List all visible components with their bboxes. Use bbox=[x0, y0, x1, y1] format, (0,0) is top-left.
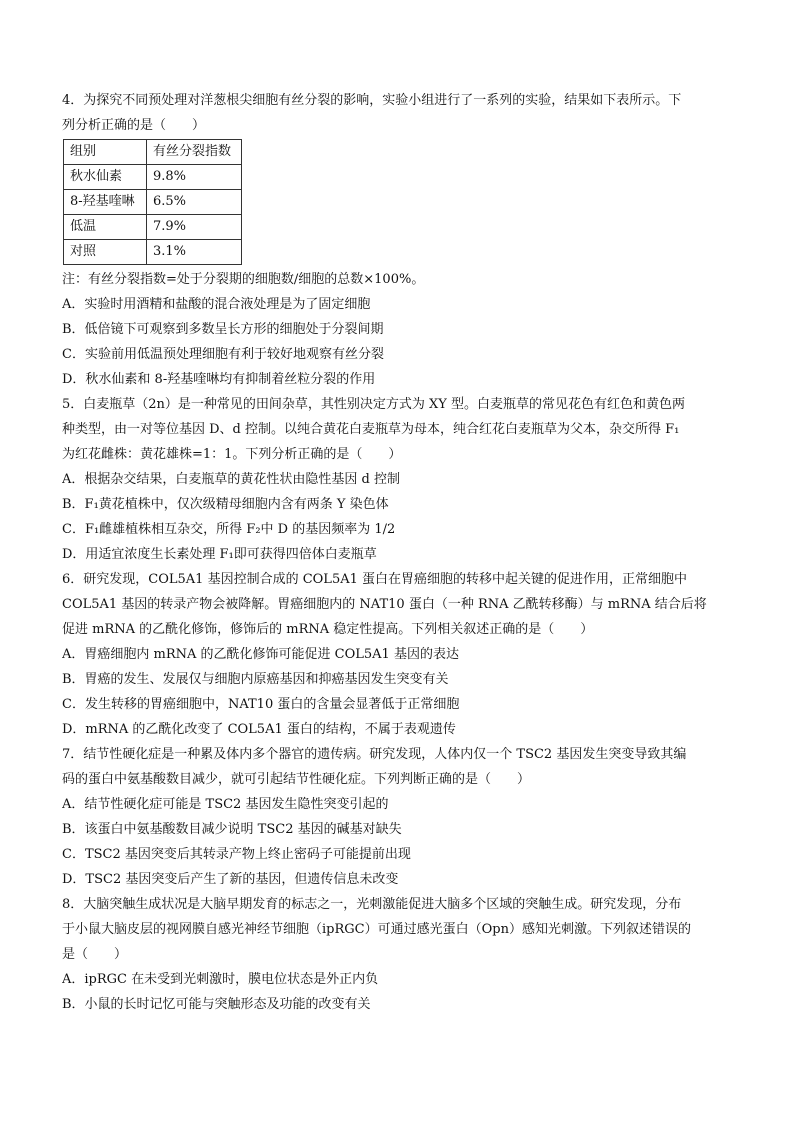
question-5 bbox=[62, 392, 734, 567]
mitosis-index-table bbox=[63, 139, 242, 265]
question-6-option-c: C．发生转移的胃癌细胞中，NAT10 蛋白的含量会显著低于正常细胞 bbox=[62, 697, 460, 712]
table-cell: 6.5% bbox=[147, 190, 242, 215]
question-6-option-a: A．胃癌细胞内 mRNA 的乙酰化修饰可能促进 COL5A1 基因的表达 bbox=[62, 647, 459, 662]
question-4 bbox=[62, 88, 734, 392]
table-row bbox=[64, 240, 242, 265]
question-8-stem-line-1: 8．大脑突触生成状况是大脑早期发育的标志之一，光刺激能促进大脑多个区域的突触生成。研究发现，分布 bbox=[62, 897, 682, 912]
table-cell: 对照 bbox=[64, 240, 147, 265]
question-4-option-b: B．低倍镜下可观察到多数呈长方形的细胞处于分裂间期 bbox=[62, 322, 384, 337]
table-header-cell: 组别 bbox=[64, 140, 147, 165]
question-7-stem-line-1: 7．结节性硬化症是一种累及体内多个器官的遗传病。研究发现，人体内仅一个 TSC2 基因发生突变导致其编 bbox=[62, 747, 687, 762]
question-7 bbox=[62, 742, 734, 892]
question-7-option-a: A．结节性硬化症可能是 TSC2 基因发生隐性突变引起的 bbox=[62, 797, 389, 812]
table-row bbox=[64, 165, 242, 190]
question-5-stem-line-1: 5．白麦瓶草（2n）是一种常见的田间杂草，其性别决定方式为 XY 型。白麦瓶草的常见花色有红色和黄色两 bbox=[62, 397, 686, 412]
question-7-option-b: B．该蛋白中氨基酸数目减少说明 TSC2 基因的碱基对缺失 bbox=[62, 822, 402, 837]
table-cell: 7.9% bbox=[147, 215, 242, 240]
question-5-option-b: B．F₁黄花植株中，仅次级精母细胞内含有两条 Y 染色体 bbox=[62, 497, 389, 512]
question-5-option-a: A．根据杂交结果，白麦瓶草的黄花性状由隐性基因 d 控制 bbox=[62, 472, 400, 487]
table-header-cell: 有丝分裂指数 bbox=[147, 140, 242, 165]
question-8-stem-line-2: 于小鼠大脑皮层的视网膜自感光神经节细胞（ipRGC）可通过感光蛋白（Opn）感知光刺激。下列叙述错误的 bbox=[62, 922, 691, 937]
question-8 bbox=[62, 892, 734, 1017]
question-5-stem-line-2: 种类型，由一对等位基因 D、d 控制。以纯合黄花白麦瓶草为母本，纯合红花白麦瓶草为父本，杂交所得 F₁ bbox=[62, 422, 680, 437]
question-4-stem-line-2: 列分析正确的是（ ） bbox=[62, 118, 206, 133]
question-6-stem-line-3: 促进 mRNA 的乙酰化修饰，修饰后的 mRNA 稳定性提高。下列相关叙述正确的是（ ） bbox=[62, 622, 594, 637]
question-4-note: 注：有丝分裂指数=处于分裂期的细胞数/细胞的总数×100%。 bbox=[62, 272, 425, 287]
question-8-stem-line-3: 是（ ） bbox=[62, 947, 128, 962]
question-6-stem-line-1: 6．研究发现，COL5A1 基因控制合成的 COL5A1 蛋白在胃癌细胞的转移中起关键的促进作用，正常细胞中 bbox=[62, 572, 688, 587]
table-cell: 9.8% bbox=[147, 165, 242, 190]
question-7-option-c: C．TSC2 基因突变后其转录产物上终止密码子可能提前出现 bbox=[62, 847, 411, 862]
table-header-row bbox=[64, 140, 242, 165]
table-row bbox=[64, 190, 242, 215]
question-4-option-a: A．实验时用酒精和盐酸的混合液处理是为了固定细胞 bbox=[62, 297, 371, 312]
question-7-option-d: D．TSC2 基因突变后产生了新的基因，但遗传信息未改变 bbox=[62, 872, 399, 887]
table-cell: 低温 bbox=[64, 215, 147, 240]
table-cell: 秋水仙素 bbox=[64, 165, 147, 190]
table-row bbox=[64, 215, 242, 240]
question-5-stem-line-3: 为红花雌株：黄花雄株=1：1。下列分析正确的是（ ） bbox=[62, 447, 402, 462]
table-cell: 3.1% bbox=[147, 240, 242, 265]
question-6 bbox=[62, 567, 734, 742]
question-4-option-c: C．实验前用低温预处理细胞有利于较好地观察有丝分裂 bbox=[62, 347, 384, 362]
question-8-option-a: A．ipRGC 在未受到光刺激时，膜电位状态是外正内负 bbox=[62, 972, 379, 987]
question-8-option-b: B．小鼠的长时记忆可能与突触形态及功能的改变有关 bbox=[62, 997, 371, 1012]
question-6-stem-line-2: COL5A1 基因的转录产物会被降解。胃癌细胞内的 NAT10 蛋白（一种 RNA 乙酰转移酶）与 mRNA 结合后将 bbox=[62, 597, 707, 612]
question-6-option-d: D．mRNA 的乙酰化改变了 COL5A1 蛋白的结构，不属于表观遗传 bbox=[62, 722, 456, 737]
question-4-stem-line-1: 4．为探究不同预处理对洋葱根尖细胞有丝分裂的影响，实验小组进行了一系列的实验，结果如下表所示。下 bbox=[62, 93, 682, 108]
question-5-option-c: C．F₁雌雄植株相互杂交，所得 F₂中 D 的基因频率为 1/2 bbox=[62, 522, 396, 537]
question-5-option-d: D．用适宜浓度生长素处理 F₁即可获得四倍体白麦瓶草 bbox=[62, 547, 377, 562]
table-cell: 8-羟基喹啉 bbox=[64, 190, 147, 215]
question-7-stem-line-2: 码的蛋白中氨基酸数目减少，就可引起结节性硬化症。下列判断正确的是（ ） bbox=[62, 772, 531, 787]
question-6-option-b: B．胃癌的发生、发展仅与细胞内原癌基因和抑癌基因发生突变有关 bbox=[62, 672, 449, 687]
question-4-option-d: D．秋水仙素和 8-羟基喹啉均有抑制着丝粒分裂的作用 bbox=[62, 372, 376, 387]
exam-page bbox=[62, 88, 734, 1017]
